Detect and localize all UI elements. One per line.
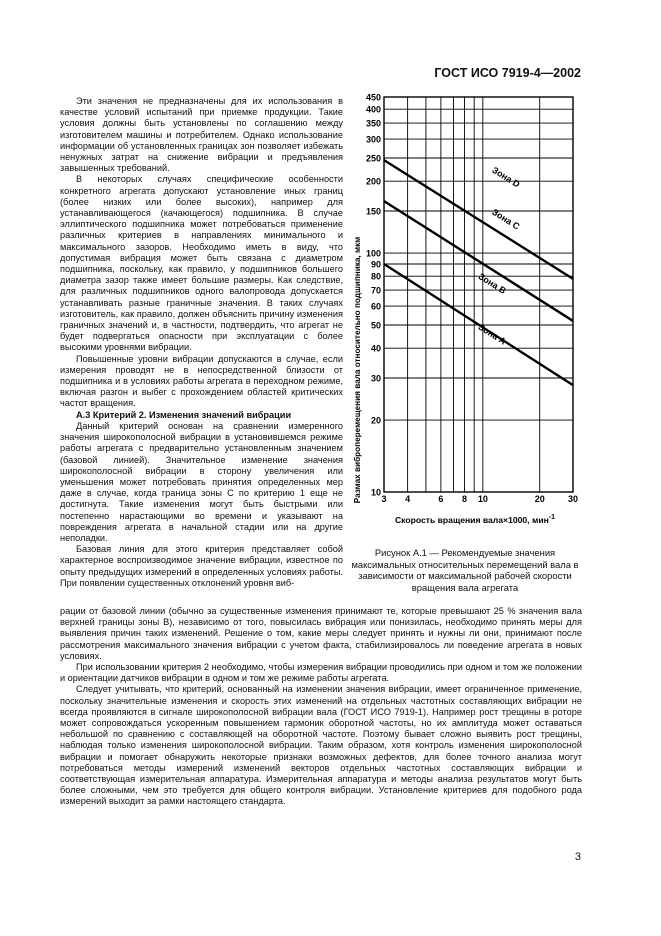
y-tick-label: 30 [370,373,381,384]
full-width-text [60,606,582,808]
paragraph: Базовая линия для этого критерия представляет собой характерное воспроизводимое значение вибрации, известное по опыту предыдущих измерений в определенных условиях работы. При появлении существенных отклонений уровня виб- [60,544,343,588]
paragraph: В некоторых случаях специфические особенности конкретного агрегата допускают установление иных границ (более низких или более высоких), например для устанавливающегося (качающегося) подшипника. В случае эллиптического подшипника может потребоваться применение различных критериев в направлениях минимального и максимального зазоров. Необходимо иметь в виду, что допустимая вибрация может быть связана с диаметром подшипника, поскольку, как правило, у подшипников большего диаметра зазор также имеет большие размеры. Как следствие, для различных подшипников одного валопровода допускается устанавливать разные граничные значения. В таких случаях изготовитель, как правило, должен объяснить причину изменения граничных значений и, в частности, подтвердить, что агрегат не будет подвергаться опасности при эксплуатации с более высокими уровнями вибрации. [60,174,343,353]
paragraph: рации от базовой линии (обычно за существенные изменения принимают те, которые превышают 25 % значения вала верхней границы зоны В), независимо от того, повысилась вибрация или понизилась, необходимо принять меры для выявления причин таких изменений. Решение о том, какие меры следует принять и нужны ли они, принимают после рассмотрения максимального значения вибрации с учетом факта, стабилизировалось ли поведение агрегата в новых условиях. [60,606,582,661]
y-tick-label: 20 [370,415,381,426]
y-tick-label: 100 [365,248,381,259]
paragraph: При использовании критерия 2 необходимо, чтобы измерения вибрации проводились при одном и том же положении и ориентации датчиков вибрации в одном и том же режиме работы агрегата. [60,662,582,684]
chart-grid [384,97,573,492]
y-tick-label: 60 [370,301,381,312]
x-tick-label: 3 [381,494,387,504]
paragraph: Следует учитывать, что критерий, основанный на изменении значения вибрации, имеет ограниченное применение, поскольку значительные изменения и скорость этих изменений на отдельных частотных составляющих вибрации не всегда проявляются в сигнале широкополосной вибрации вала (ГОСТ ИСО 7919-1). Например рост трещины в роторе может сопровождаться ускоренным повышением гармоник оборотной частоты, но их амплитуда может оставаться небольшой по сравнению с составляющей на оборотной частоте. Поэтому бывает сложно выявить рост трещины, наблюдая только изменения широкополосной вибрации. Таким образом, хотя контроль изменения широкополосной вибрации и помогает обнаружить некоторые признаки возможных дефектов, для более точного анализа могут потребоваться методы измерений изменений векторов отдельных частотных составляющих вибрации и соответствующая измерительная аппаратура. Измерительная аппаратура и методы анализа результатов могут быть более сложными, чем это требуется для общего контроля вибрации. Установление критериев для подобного рода измерений выходит за рамки настоящего стандарта. [60,684,582,807]
x-tick-label: 20 [534,494,545,504]
paragraph: Данный критерий основан на сравнении измеренного значения широкополосной вибрации в установившемся режиме работы агрегата с предварительно установленным значением (базовой линией). Значительное изменение значения широкополосной вибрации в сторону увеличения или уменьшения может потребовать принятия определенных мер даже в случае, когда граница зоны С по критерию 1 еще не достигнута. Такие изменения могут быть быстрыми или постепенно нарастающими во времени и указывают на повреждения агрегата в начальной стадии или на другие неполадки. [60,420,343,543]
x-tick-label: 30 [567,494,579,504]
y-tick-label: 50 [370,320,381,331]
zone-boundary-lines [384,160,573,385]
zone-label: Зона D [490,164,522,190]
x-axis-label-exponent: -1 [548,514,556,521]
y-tick-label: 250 [365,153,381,164]
document-header: ГОСТ ИСО 7919-4—2002 [434,66,581,80]
section-heading: А.3 Критерий 2. Изменения значений вибрации [76,409,292,420]
x-axis-label-text: Скорость вращения вала×1000, мин [394,515,549,525]
paragraph: Эти значения не предназначены для их использования в качестве условий испытаний при приемке продукции. Такие условия должны быть установлены по соглашению между изготовителем машины и потребителем. Однако использование информации об установленных границах зон позволяет избежать ненужных затрат на снижение вибрации и предъявления завышенных требований. [60,96,343,174]
y-tick-label: 300 [365,134,381,145]
x-tick-label: 8 [462,494,468,504]
paragraph: Повышенные уровни вибрации допускаются в случае, если измерения проводят не в непосредственной близости от подшипника и в условиях работы агрегата в переходном режиме, включая разгон и выбег с прохождением областей критических частот вращения. [60,353,343,409]
y-tick-label: 40 [370,343,381,354]
y-axis-label: Размах виброперемещения вала относительно подшипника, мкм [353,236,362,504]
y-tick-label: 80 [370,271,381,282]
x-tick-label: 4 [405,494,411,504]
y-tick-label: 70 [370,285,381,296]
y-tick-labels [366,93,381,498]
zone-label: Зона B [476,271,508,296]
x-tick-label: 10 [477,494,488,504]
y-tick-label: 10 [370,487,381,498]
y-tick-label: 350 [365,118,381,129]
x-tick-labels [381,494,578,504]
y-tick-label: 90 [370,259,381,270]
y-tick-label: 400 [365,104,381,115]
zone-label: Зона C [490,206,522,232]
figure-caption: Рисунок А.1 — Рекомендуемые значения максимальных относительных перемещений вала в зависимости от максимальной рабочей скорости вращения вала агрегата [351,547,579,593]
zone-label: Зона A [476,321,508,347]
x-tick-label: 6 [438,494,444,504]
plot-frame [384,97,573,492]
page-number: 3 [574,851,581,863]
left-column-text [60,96,343,589]
vibration-zones-chart [345,92,585,532]
y-tick-label: 200 [365,176,381,187]
x-axis-label [395,514,555,525]
zone-labels [477,165,522,347]
y-tick-label: 450 [365,92,381,103]
y-tick-label: 150 [365,206,381,217]
